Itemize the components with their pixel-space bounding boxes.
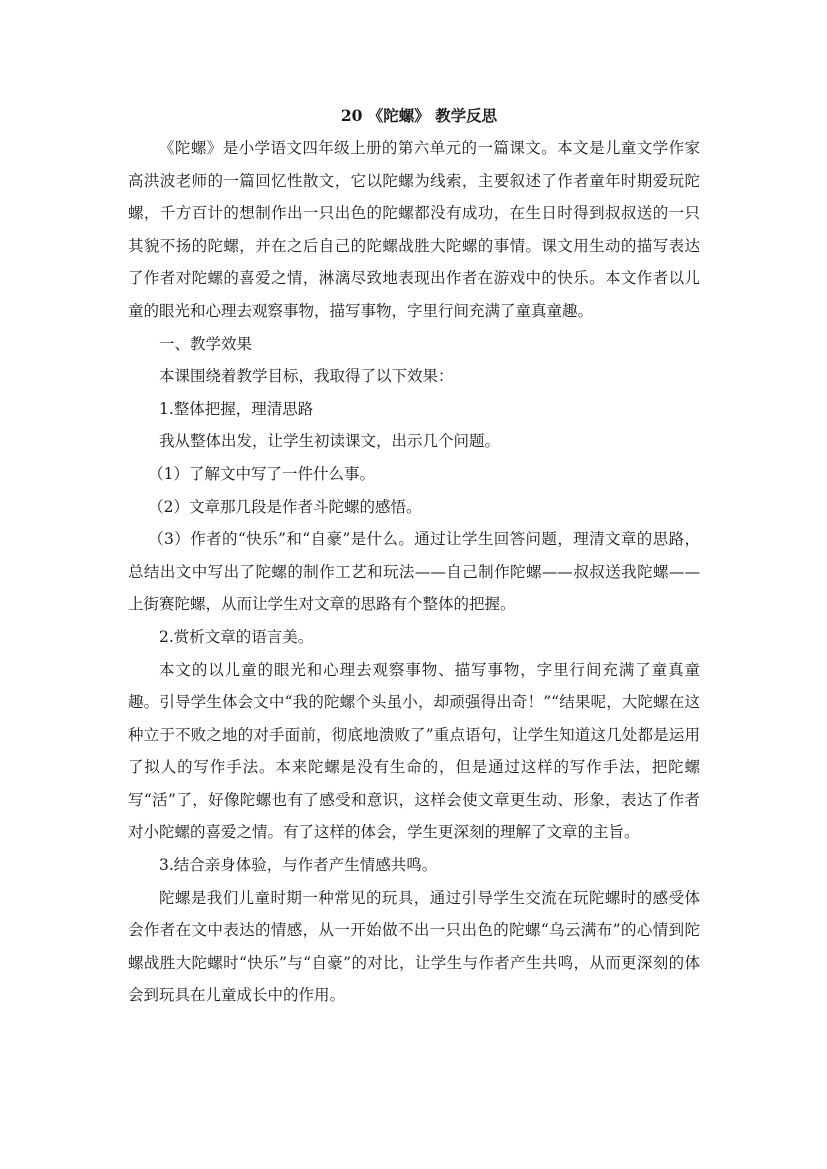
- overall-grasp-paragraph: 我从整体出发，让学生初读课文，出示几个问题。: [159, 432, 501, 451]
- effect-intro-paragraph: 本课围绕着教学目标，我取得了以下效果：: [159, 367, 454, 386]
- document-title: 20 《陀螺》 教学反思: [340, 106, 498, 125]
- question-3: （3）作者的“快乐”和“自豪”是什么。通过让学生回答问题，理清文章的思路，总结出文中写出了陀螺的制作工艺和玩法——自己制作陀螺——叔叔送我陀螺——上街赛陀螺，从而让学生对文章的思路有个整体的把握。: [128, 530, 700, 614]
- subheading-overall-grasp: 1.整体把握，理清思路: [159, 399, 314, 418]
- question-2: （2）文章那几段是作者斗陀螺的感悟。: [148, 497, 422, 516]
- personal-experience-paragraph: 陀螺是我们儿童时期一种常见的玩具，通过引导学生交流在玩陀螺时的感受体会作者在文中表达的情感，从一开始做不出一只出色的陀螺“乌云满布”的心情到陀螺战胜大陀螺时“快乐”与“自豪”的对比，让学生与作者产生共鸣，从而更深刻的体会到玩具在儿童成长中的作用。: [128, 888, 700, 1005]
- language-beauty-paragraph: 本文的以儿童的眼光和心理去观察事物、描写事物，字里行间充满了童真童趣。引导学生体会文中“我的陀螺个头虽小，却顽强得出奇！”“结果呢，大陀螺在这种立于不败之地的对手面前，彻底地溃败了”重点语句，让学生知道这几处都是运用了拟人的写作手法。本来陀螺是没有生命的，但是通过这样的写作手法，把陀螺写“活”了，好像陀螺也有了感受和意识，这样会使文章更生动、形象，表达了作者对小陀螺的喜爱之情。有了这样的体会，学生更深刻的理解了文章的主旨。: [128, 660, 700, 842]
- intro-paragraph: 《陀螺》是小学语文四年级上册的第六单元的一篇课文。本文是儿童文学作家高洪波老师的一篇回忆性散文，它以陀螺为线索，主要叙述了作者童年时期爱玩陀螺，千方百计的想制作出一只出色的陀螺都没有成功，在生日时得到叔叔送的一只其貌不扬的陀螺，并在之后自己的陀螺战胜大陀螺的事情。课文用生动的描写表达了作者对陀螺的喜爱之情，淋漓尽致地表现出作者在游戏中的快乐。本文作者以儿童的眼光和心理去观察事物，描写事物，字里行间充满了童真童趣。: [128, 139, 700, 320]
- subheading-language-beauty: 2.赏析文章的语言美。: [159, 627, 314, 646]
- subheading-personal-experience: 3.结合亲身体验，与作者产生情感共鸣。: [159, 856, 438, 875]
- question-1: （1）了解文中写了一件什么事。: [148, 464, 376, 483]
- section-heading-teaching-effect: 一、教学效果: [159, 334, 253, 353]
- document-body: [128, 100, 700, 1012]
